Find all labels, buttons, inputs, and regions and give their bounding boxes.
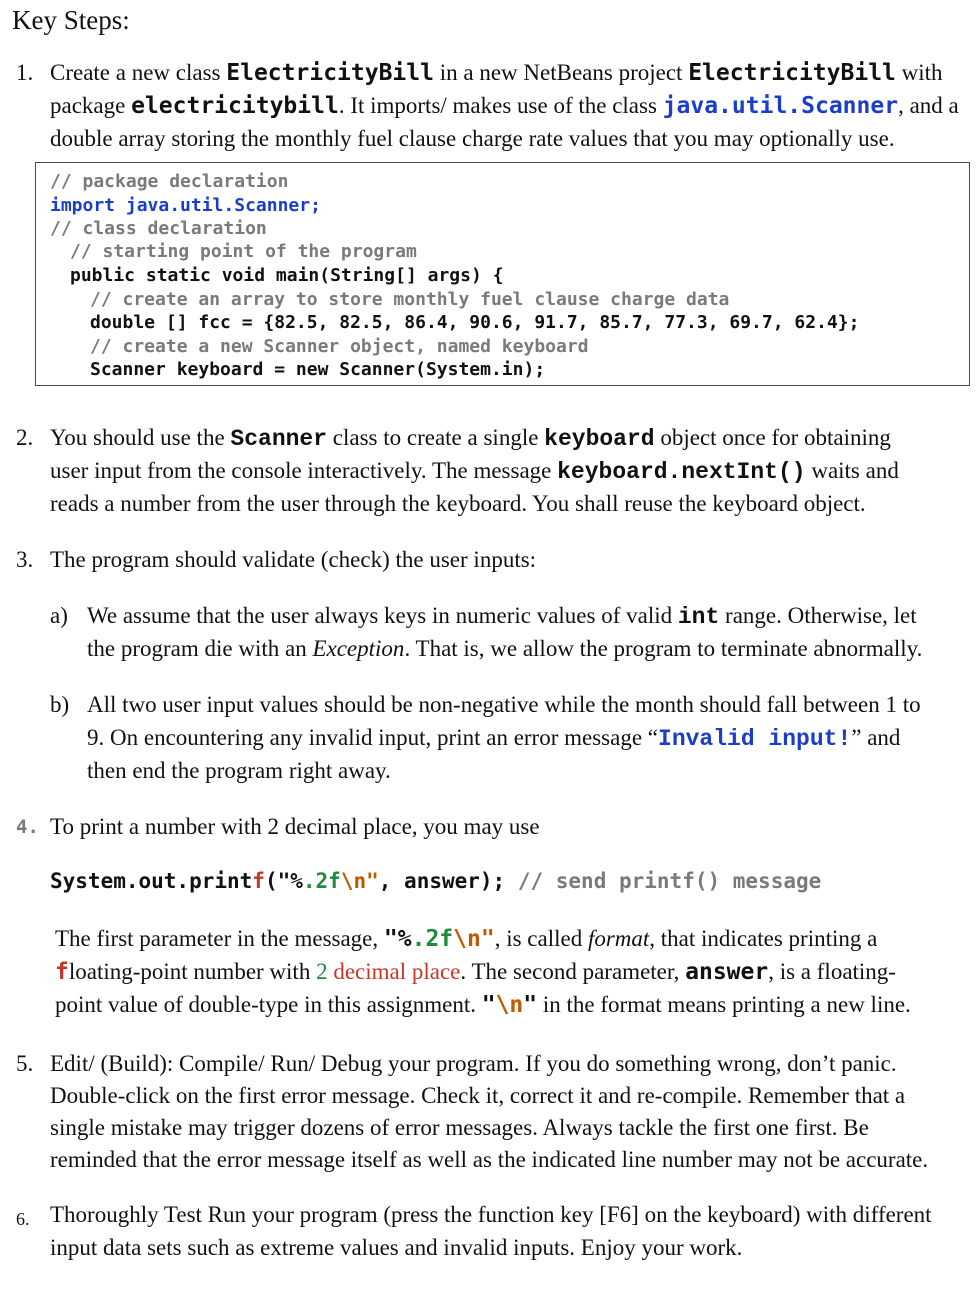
- step-5-line-3: single mistake may trigger dozens of error messages. Always tackle the first one first. Be: [50, 1115, 869, 1140]
- code-part: ": [481, 992, 496, 1018]
- invalid-input-message: Invalid input!: [658, 726, 852, 752]
- step-1-line-2: [50, 89, 959, 123]
- step-6-line-2: input data sets such as extreme values and invalid inputs. Enjoy your work.: [50, 1235, 743, 1260]
- step-4-number: 4.: [16, 816, 39, 838]
- code-part: .2f: [411, 926, 454, 952]
- step-3b-line-1: All two user input values should be non-negative while the month should fall between 1 to: [87, 692, 921, 717]
- text: with: [895, 60, 943, 85]
- code-part: f: [252, 869, 265, 893]
- step-5-line-1: Edit/ (Build): Compile/ Run/ Debug your program. If you do something wrong, don’t panic.: [50, 1051, 897, 1076]
- code-line-9: Scanner keyboard = new Scanner(System.in);: [90, 359, 546, 380]
- text: , that indicates printing a: [649, 926, 878, 951]
- keyboard-keyword: keyboard: [544, 426, 655, 452]
- step-3b-label: b): [50, 692, 70, 717]
- step-3b-line-3: then end the program right away.: [87, 758, 391, 783]
- text: . That is, we allow the program to terminate abnormally.: [404, 636, 923, 661]
- text: 2: [316, 959, 328, 984]
- step-5-number: 5.: [16, 1051, 34, 1076]
- code-line-2: import java.util.Scanner;: [50, 195, 321, 216]
- text: The first parameter in the message,: [55, 926, 384, 951]
- code-line-7: double [] fcc = {82.5, 82.5, 86.4, 90.6, 91.7, 85.7, 77.3, 69.7, 62.4};: [90, 312, 860, 333]
- text: waits and: [805, 458, 899, 483]
- step-3-line-1: The program should validate (check) the user inputs:: [50, 547, 537, 572]
- code-part: \n": [453, 926, 495, 952]
- step-3a-line-2: [87, 632, 922, 665]
- step-4-line-1: To print a number with 2 decimal place, you may use: [50, 814, 540, 839]
- class-name: ElectricityBill: [226, 60, 434, 86]
- step-1-line-3: double array storing the monthly fuel clause charge rate values that you may optionally use.: [50, 126, 895, 151]
- step-4-para-line-3: [55, 988, 911, 1022]
- printf-code-line: [50, 868, 821, 894]
- text: , and a: [898, 93, 959, 118]
- int-keyword: int: [677, 604, 720, 630]
- code-part: System.out.print: [50, 869, 253, 893]
- text: . The second parameter,: [460, 959, 686, 984]
- text: . It imports/ makes use of the class: [338, 93, 663, 118]
- code-part: "%: [383, 926, 412, 952]
- text: loating-point number with: [68, 959, 317, 984]
- scanner-class: java.util.Scanner: [662, 93, 899, 119]
- code-part: \n": [340, 869, 379, 893]
- code-comment: // send printf() message: [517, 869, 822, 893]
- step-3a-line-1: [87, 599, 917, 634]
- page-heading: Key Steps:: [12, 5, 130, 35]
- step-3b-line-2: [87, 721, 900, 756]
- step-2-line-2: [50, 454, 899, 489]
- text: Create a new class: [50, 60, 227, 85]
- text: , is a floating-: [768, 959, 896, 984]
- text: You should use the: [50, 425, 231, 450]
- step-5-line-2: Double-click on the first error message. Check it, correct it and re-compile. Remember that a: [50, 1083, 906, 1108]
- code-part: \n: [495, 992, 524, 1018]
- scanner-keyword: Scanner: [230, 426, 328, 452]
- text: object once for obtaining: [654, 425, 891, 450]
- text: in a new NetBeans project: [433, 60, 689, 85]
- step-6-line-1: Thoroughly Test Run your program (press the function key [F6] on the keyboard) with different: [50, 1202, 932, 1227]
- step-3a-label: a): [50, 603, 68, 628]
- answer-keyword: answer: [685, 959, 769, 985]
- text: the program die with an: [87, 636, 313, 661]
- step-2-line-1: [50, 421, 891, 456]
- code-part: .2f: [302, 869, 341, 893]
- text: ” and: [851, 725, 901, 750]
- step-2-line-3: reads a number from the user through the keyboard. You shall reuse the keyboard object.: [50, 491, 866, 516]
- text: We assume that the user always keys in numeric values of valid: [87, 603, 678, 628]
- step-2-number: 2.: [16, 425, 34, 450]
- step-1-number: 1.: [16, 60, 34, 85]
- step-4-para-line-2: [55, 955, 896, 989]
- text: , is called: [494, 926, 588, 951]
- text: point value of double-type in this assignment.: [55, 992, 482, 1017]
- code-line-6: // create an array to store monthly fuel clause charge data: [90, 289, 730, 310]
- project-name: ElectricityBill: [688, 60, 896, 86]
- step-5-line-4: reminded that the error message itself as well as the indicated line number may not be accurate.: [50, 1147, 929, 1172]
- code-part: ": [523, 992, 538, 1018]
- text: decimal place: [327, 959, 461, 984]
- nextint-keyword: keyboard.nextInt(): [557, 459, 806, 485]
- code-line-4: // starting point of the program: [70, 241, 417, 262]
- exception-word: Exception: [312, 636, 405, 661]
- step-4-para-line-1: [55, 922, 877, 956]
- text: in the format means printing a new line.: [537, 992, 911, 1017]
- text: package: [50, 93, 132, 118]
- text: 9. On encountering any invalid input, print an error message “: [87, 725, 659, 750]
- text: user input from the console interactively. The message: [50, 458, 558, 483]
- package-name: electricitybill: [131, 93, 339, 119]
- code-part: ("%: [264, 869, 303, 893]
- text: range. Otherwise, let: [719, 603, 917, 628]
- step-6-number: 6.: [16, 1209, 30, 1229]
- format-word: format: [587, 926, 650, 951]
- text: class to create a single: [327, 425, 545, 450]
- step-1-line-1: [50, 56, 943, 90]
- code-line-5: public static void main(String[] args) {: [70, 265, 504, 286]
- text: f: [55, 959, 69, 985]
- code-line-1: // package declaration: [50, 171, 289, 192]
- step-3-number: 3.: [16, 547, 34, 572]
- code-part: , answer);: [378, 869, 518, 893]
- code-line-8: // create a new Scanner object, named keyboard: [90, 336, 589, 357]
- code-line-3: // class declaration: [50, 218, 267, 239]
